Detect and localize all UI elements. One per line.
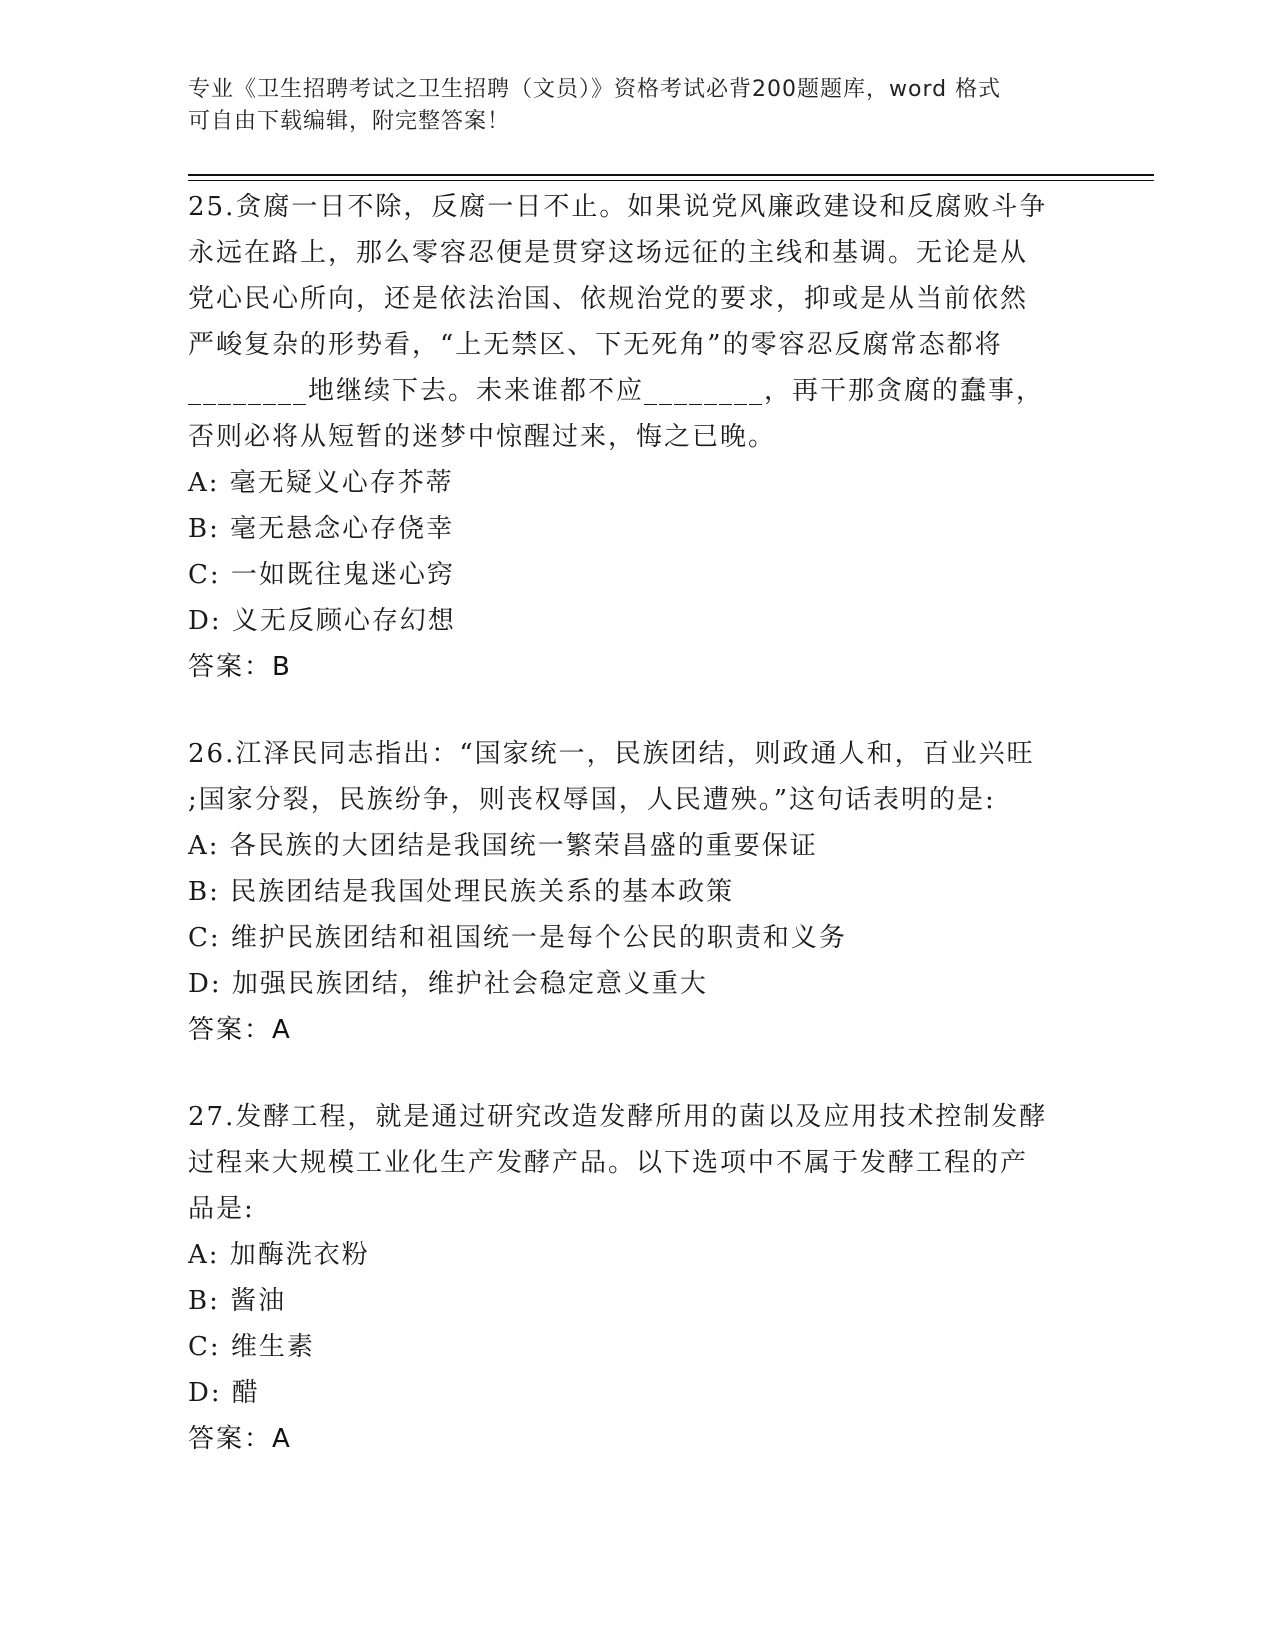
option-b: B: 酱油 <box>188 1286 287 1316</box>
header-divider-thick <box>188 174 1154 176</box>
option-a: A: 加酶洗衣粉 <box>188 1240 370 1270</box>
option-d: D: 义无反顾心存幻想 <box>188 606 456 636</box>
answer-label: 答案：A <box>188 1424 292 1454</box>
header-divider-thin <box>188 180 1154 181</box>
answer-label: 答案：B <box>188 652 292 682</box>
question-stem-line: 品是: <box>188 1194 255 1224</box>
question-stem-line: 严峻复杂的形势看，“上无禁区、下无死角”的零容忍反腐常态都将 <box>188 330 1003 360</box>
option-b: B: 民族团结是我国处理民族关系的基本政策 <box>188 877 735 907</box>
option-c: C: 一如既往鬼迷心窍 <box>188 560 455 590</box>
header-line-1: 专业《卫生招聘考试之卫生招聘（文员）》资格考试必背200题题库，word 格式 <box>188 77 1002 102</box>
question-stem-line: 过程来大规模工业化生产发酵产品。以下选项中不属于发酵工程的产 <box>188 1148 1029 1178</box>
question-stem-line: 永远在路上，那么零容忍便是贯穿这场远征的主线和基调。无论是从 <box>188 238 1029 268</box>
question-stem-line: 党心民心所向，还是依法治国、依规治党的要求，抑或是从当前依然 <box>188 284 1029 314</box>
option-c: C: 维生素 <box>188 1332 315 1362</box>
answer-label: 答案：A <box>188 1015 292 1045</box>
question-stem-line: 25.贪腐一日不除，反腐一日不止。如果说党风廉政建设和反腐败斗争 <box>188 192 1048 222</box>
question-stem-line: 否则必将从短暂的迷梦中惊醒过来，悔之已晚。 <box>188 422 777 452</box>
option-d: D: 加强民族团结，维护社会稳定意义重大 <box>188 969 708 999</box>
question-stem-line: 26.江泽民同志指出：“国家统一，民族团结，则政通人和，百业兴旺 <box>188 739 1035 769</box>
option-a: A: 各民族的大团结是我国统一繁荣昌盛的重要保证 <box>188 831 818 861</box>
question-27 <box>188 1094 1088 1462</box>
question-25 <box>188 184 1088 690</box>
option-a: A: 毫无疑义心存芥蒂 <box>188 468 454 498</box>
question-26 <box>188 731 1088 1053</box>
option-d: D: 醋 <box>188 1378 260 1408</box>
document-header <box>188 74 1088 138</box>
question-stem-line: 27.发酵工程，就是通过研究改造发酵所用的菌以及应用技术控制发酵 <box>188 1102 1048 1132</box>
option-c: C: 维护民族团结和祖国统一是每个公民的职责和义务 <box>188 923 847 953</box>
header-line-2: 可自由下载编辑，附完整答案！ <box>188 109 511 134</box>
question-stem-line: ;国家分裂，民族纷争，则丧权辱国，人民遭殃。”这句话表明的是: <box>188 785 996 815</box>
question-stem-line: ________地继续下去。未来谁都不应________，再干那贪腐的蠢事， <box>188 376 1045 406</box>
option-b: B: 毫无悬念心存侥幸 <box>188 514 455 544</box>
